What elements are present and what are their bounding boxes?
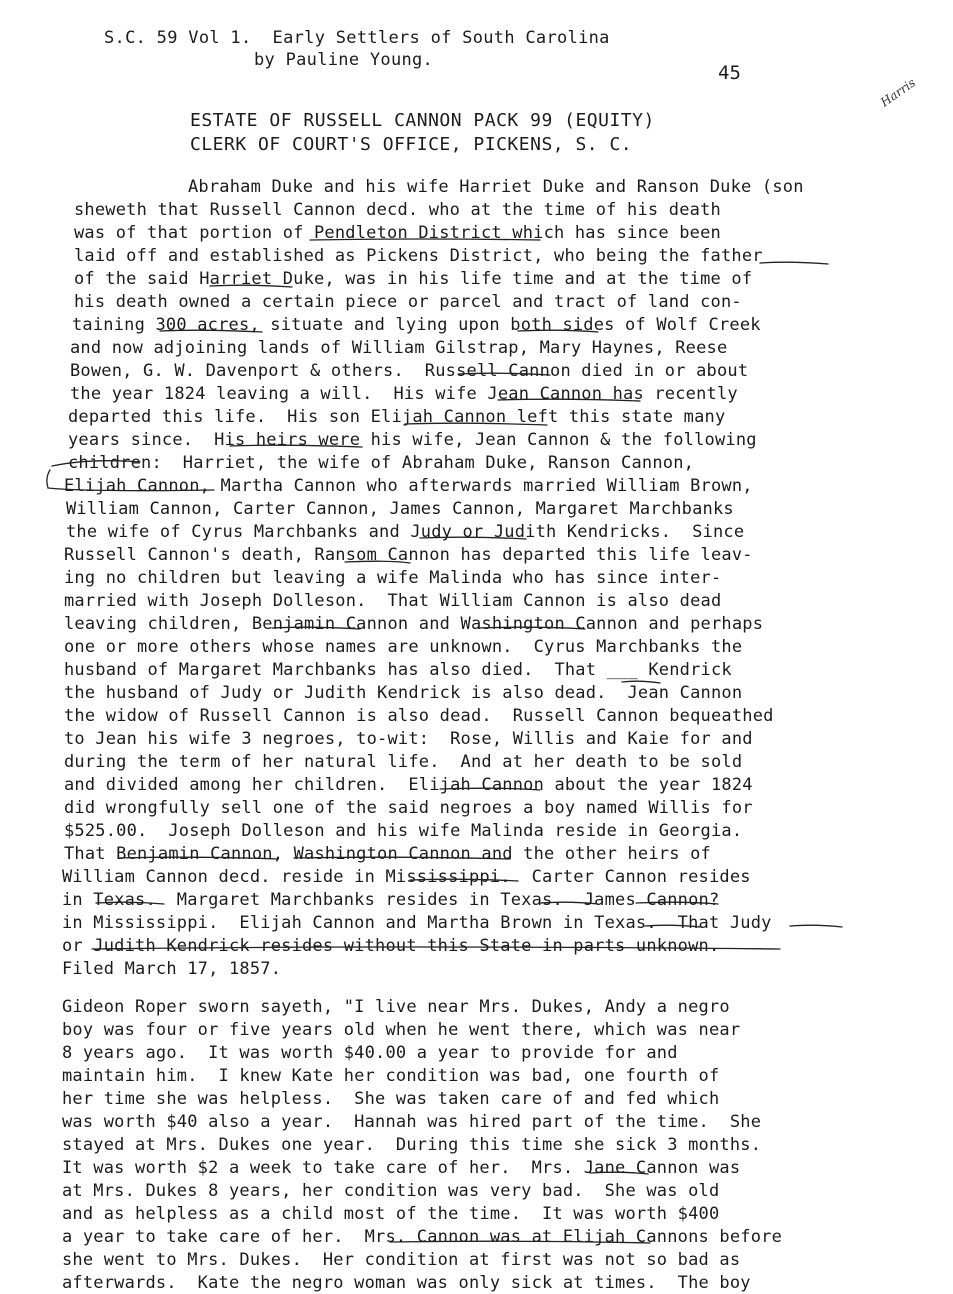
text-line: leaving children, Benjamin Cannon and Washington Cannon and perhaps [64,614,764,634]
text-line: was worth $40 also a year. Hannah was hired part of the time. She [62,1112,762,1132]
text-line: That Benjamin Cannon, Washington Cannon and the other heirs of [64,844,711,864]
text-line: It was worth $2 a week to take care of her. Mrs. Jane Cannon was [62,1158,741,1178]
text-line: ing no children but leaving a wife Malinda who has since inter- [64,568,722,588]
text-line: was of that portion of Pendleton District which has since been [74,223,721,243]
text-line: Bowen, G. W. Davenport & others. Russell Cannon died in or about [70,361,749,381]
text-line: $525.00. Joseph Dolleson and his wife Malinda reside in Georgia. [64,821,743,841]
text-line: husband of Margaret Marchbanks has also died. That ___ Kendrick [64,660,732,680]
text-line: maintain him. I knew Kate her condition was bad, one fourth of [62,1066,720,1086]
text-line: Russell Cannon's death, Ransom Cannon has departed this life leav- [64,545,753,565]
text-line: Elijah Cannon, Martha Cannon who afterwards married William Brown, [64,476,753,496]
header-author: by Pauline Young. [254,50,434,70]
text-line: William Cannon, Carter Cannon, James Cannon, Margaret Marchbanks [66,499,734,519]
text-line: years since. His heirs were his wife, Jean Cannon & the following [68,430,757,450]
text-line: Filed March 17, 1857. [62,959,282,979]
text-line: did wrongfully sell one of the said negroes a boy named Willis for [64,798,753,818]
text-line: the year 1824 leaving a will. His wife Jean Cannon has recently [70,384,738,404]
text-line: Gideon Roper sworn sayeth, "I live near Mrs. Dukes, Andy a negro [62,997,730,1017]
text-line: laid off and established as Pickens District, who being the father [74,246,763,266]
text-line: in Mississippi. Elijah Cannon and Martha Brown in Texas. That Judy [62,913,772,933]
text-line: married with Joseph Dolleson. That William Cannon is also dead [64,591,722,611]
estate-title: ESTATE OF RUSSELL CANNON PACK 99 (EQUITY) [190,110,655,131]
text-line: departed this life. His son Elijah Cannon left this state many [68,407,726,427]
text-line: to Jean his wife 3 negroes, to-wit: Rose, Willis and Kaie for and [64,729,753,749]
text-line: his death owned a certain piece or parcel and tract of land con- [74,292,742,312]
text-line: the widow of Russell Cannon is also dead. Russell Cannon bequeathed [64,706,774,726]
margin-handwritten-note: Harris [878,75,919,110]
text-line: taining 300 acres, situate and lying upon both sides of Wolf Creek [72,315,761,335]
text-line: during the term of her natural life. And at her death to be sold [64,752,743,772]
text-line: she went to Mrs. Dukes. Her condition at first was not so bad as [62,1250,741,1270]
page-number: 45 [718,62,741,84]
text-line: boy was four or five years old when he went there, which was near [62,1020,741,1040]
text-line: and now adjoining lands of William Gilstrap, Mary Haynes, Reese [70,338,728,358]
text-line: a year to take care of her. Mrs. Cannon was at Elijah Cannons before [62,1227,783,1247]
text-line: at Mrs. Dukes 8 years, her condition was very bad. She was old [62,1181,720,1201]
text-line: the husband of Judy or Judith Kendrick is also dead. Jean Cannon [64,683,743,703]
text-line: sheweth that Russell Cannon decd. who at the time of his death [74,200,721,220]
text-line: and divided among her children. Elijah Cannon about the year 1824 [64,775,753,795]
text-line: afterwards. Kate the negro woman was only sick at times. The boy [62,1273,751,1293]
text-line: one or more others whose names are unknown. Cyrus Marchbanks the [64,637,743,657]
text-line: the wife of Cyrus Marchbanks and Judy or Judith Kendricks. Since [66,522,745,542]
text-line: in Texas. Margaret Marchbanks resides in Texas. James Cannon? [62,890,720,910]
text-line: 8 years ago. It was worth $40.00 a year to provide for and [62,1043,678,1063]
text-line: her time she was helpless. She was taken care of and fed which [62,1089,720,1109]
text-line: children: Harriet, the wife of Abraham Duke, Ranson Cannon, [68,453,695,473]
text-line: Abraham Duke and his wife Harriet Duke and Ranson Duke (son [188,177,804,197]
text-line: of the said Harriet Duke, was in his life time and at the time of [74,269,753,289]
estate-office: CLERK OF COURT'S OFFICE, PICKENS, S. C. [190,134,633,155]
header-citation: S.C. 59 Vol 1. Early Settlers of South Carolina [104,28,610,48]
text-line: and as helpless as a child most of the time. It was worth $400 [62,1204,720,1224]
text-line: William Cannon decd. reside in Mississippi. Carter Cannon resides [62,867,751,887]
text-line: or Judith Kendrick resides without this State in parts unknown. [62,936,720,956]
text-line: stayed at Mrs. Dukes one year. During this time she sick 3 months. [62,1135,762,1155]
